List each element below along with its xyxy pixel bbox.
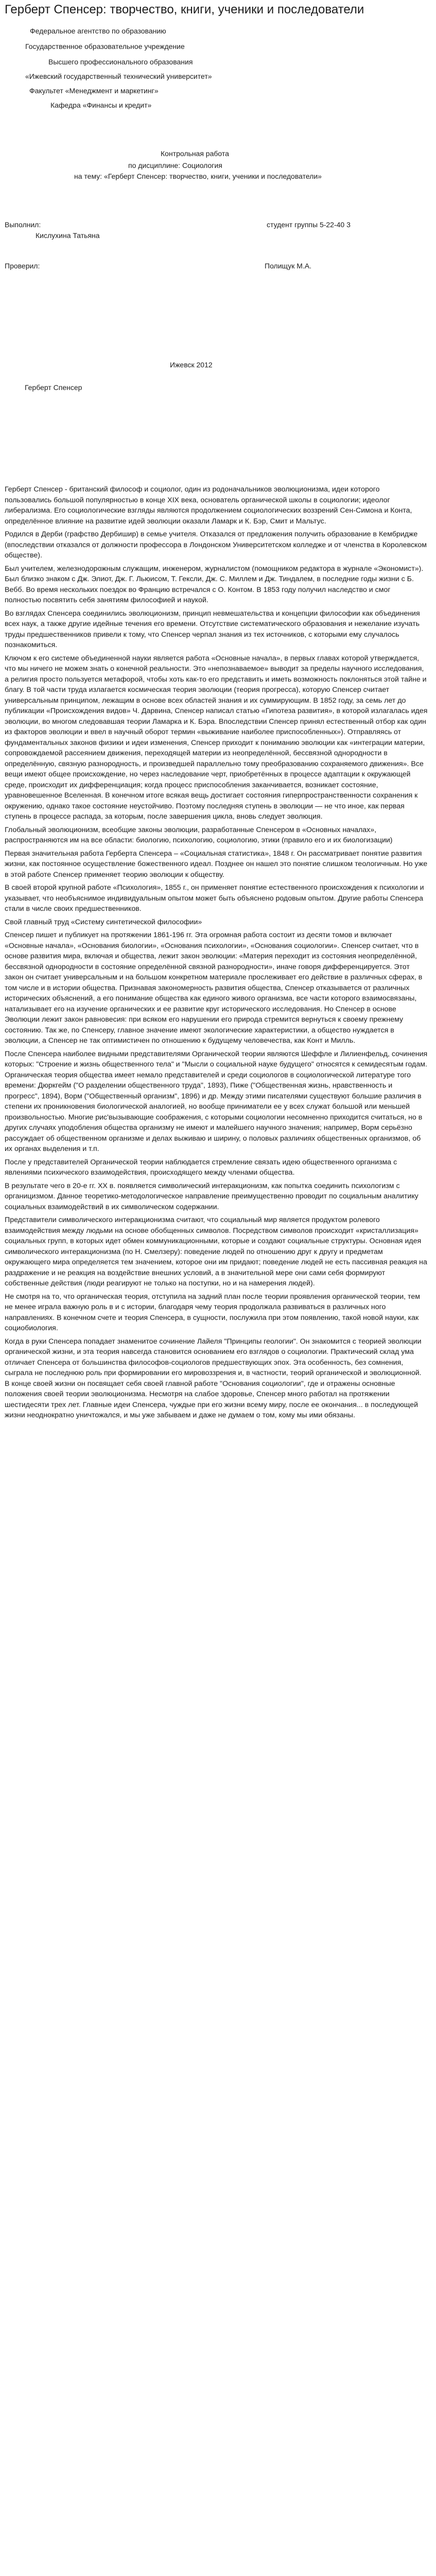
education-line: Высшего профессионального образования: [48, 58, 193, 66]
checker-name: Полищук М.А.: [265, 262, 311, 270]
work-type: Контрольная работа: [161, 149, 229, 158]
done-by-label: Выполнил:: [5, 221, 41, 229]
agency-line: Федеральное агентство по образованию: [30, 27, 166, 35]
essay-paragraph: Во взглядах Спенсера соединились эволюционизм, принцип невмешательства и концепции философии как объединения всех наук, а также другие идейные течения его времени. Отсутствие систематического образования и нежелание изучать труды предшественников привели к тому, что Спенсер черпал знания из тех источников, с которыми ему случалось познакомиться.: [5, 609, 420, 649]
student-name: Кислухина Татьяна: [36, 231, 100, 240]
student-group: студент группы 5-22-40 3: [267, 221, 351, 229]
essay-paragraph: Свой главный труд «Систему синтетической философии»: [5, 918, 202, 926]
essay-paragraph: Глобальный эволюционизм, всеобщие законы эволюции, разработанные Спенсером в «Основных началах», распространяются им на все области: биологию, психологию, социологию, этики (правило его и их биологизации): [5, 825, 393, 844]
city-year: Ижевск 2012: [170, 361, 213, 369]
checked-label: Проверил:: [5, 262, 40, 270]
document-title: Герберт Спенсер: творчество, книги, ученики и последователи: [5, 3, 364, 16]
portrait-caption: Герберт Спенсер: [25, 383, 82, 392]
faculty-line: Факультет «Менеджмент и маркетинг»: [29, 87, 159, 95]
essay-paragraph: Был учителем, железнодорожным служащим, инженером, журналистом (помощником редактора в журнале «Экономист»). Был близко знаком с Дж. Элиот, Дж. Г. Льюисом, Т. Гексли, Дж. С. Миллем и Дж. Тиндалем, в последние годы жизни с Б. Вебб. Во время нескольких поездок во Францию встречался с О. Контом. В 1853 году получил наследство и смог полностью посвятить себя занятиям философией и наукой.: [5, 564, 424, 604]
university-line: «Ижевский государственный технический университет»: [25, 72, 212, 80]
essay-paragraph: Герберт Спенсер - британский философ и социолог, один из родоначальников эволюционизма, идеи которого пользовались большой популярностью в конце XIX века, основатель органической школы в социологии; идеолог либерализма. Его социологические взгляды являются продолжением социологических воззрений Сен-Симона и Конта, определённое влияние на развитие идей эволюции оказали Ламарк и К. Бэр, Смит и Мальтус.: [5, 485, 412, 526]
essay-paragraph: Не смотря на то, что органическая теория, отступила на задний план после теории проявления органической теории, тем не менее играла важную роль в и с истории, благодаря чему теория продолжала развиваться в различных ного направлениях. В конечном счете и теория Спенсера, в сущности, послужила при этом появлению, такой новой науки, как социобиология.: [5, 1292, 420, 1332]
essay-paragraph: После у представителей Органической теории наблюдается стремление связать идею общественного организма с явлениями психического взаимодействия, происходящего между членами общества.: [5, 1158, 397, 1177]
ministry-line: Государственное образовательное учреждение: [25, 42, 185, 50]
essay-paragraph: В своей второй крупной работе «Психология», 1855 г., он применяет понятие естественного происхождения к психологии и указывает, что необъяснимое индивидуальным опытом может быть объяснено родовым опытом. Другие работы Спенсера стали в числе своих предшественников.: [5, 884, 424, 913]
work-subject: по дисциплине: Социология: [128, 161, 222, 170]
department-line: Кафедра «Финансы и кредит»: [50, 101, 152, 109]
essay-paragraph: Первая значительная работа Герберта Спенсера – «Социальная статистика», 1848 г. Он рассматривает понятие развития жизни, как постоянное осуществление божественного идеал. Позднее он нашел это понятие слишком теологичным. Но уже в этой работе Спенсер применяет теорию эволюции к обществу.: [5, 849, 428, 879]
essay-paragraph: Спенсер пишет и публикует на протяжении 1861-196 гг. Эта огромная работа состоит из десяти томов и включает «Основные начала», «Основания биологии», «Основания психологии», «Основания социологии». Спенсер считает, что в основе развития мира, включая и общества, лежит закон эволюции: «Материя переходит из состояния неопределённой, бессвязной однородности в состояние определённой связной разнородности», иначе говоря дифференцируется. Этот закон он считает универсальным и на большом конкретном материале прослеживает его действие в различных сферах, в том числе и в истории общества. Признавая закономерность развития общества, Спенсер отказывается от различных исторических объяснений, а его понимание общества как единого живого организма, все части которого взаимосвязаны, натализывает его на изучение органических и ее развитие круг исторического исследования. Но Спенсер в основе Эволюции лежит закон равновесия: при всяком его нарушении его природа стремится вернуться к своему прежнему состоянию. Так же, по Спенсеру, главное значение имеют экологические характеристики, а общество нуждается в эволюции, а Спенсер не так оптимистичен по отношению к будущему человечества, как Конт и Милль.: [5, 931, 423, 1045]
essay-paragraph: После Спенсера наиболее видными представителями Органической теории являются Шеффле и Лилиенфельд, сочинения которых: "Строение и жизнь общественного тела" и "Мысли о социальной науке будущего" относятся к семидесятым годам. Органическая теория общества имеет немало представителей и среди социологов в социологической литературе того времени: Дюркгейм ("О разделении общественного труда", 1893), Пиже ("Общественная жизнь, нравственность и прогресс", 1894), Ворм ("Общественный организм", 1896) и др. Между этими писателями существуют большие различия в степени их проникновения биологической аналогией, но вообще приниматели ее у всех служат большой или меньшей произвольностью. Многие рис'вызывающие соображения, с которыми социологии несомненно приходится считаться, но в других случаях уподобления общества организму не имеют и малейшего научного значения; например, Ворм серьёзно рассуждает об общественном организме и делах выживаю и ширину, о половых различиях общественных организмов, об их органах выделения и т.п.: [5, 1049, 428, 1153]
essay-paragraph: Когда в руки Спенсера попадает знаменитое сочинение Лайеля "Принципы геологии". Он знакомится с теорией эволюции органической жизни, и эта теория навсегда становится основанием его взглядов о социологии. Практический склад ума отличает Спенсера от большинства философов-социологов предшествующих эпох. Эта особенность, без сомнения, сыграла не последнюю роль при формировании его мировоззрения и, в частности, теорий органической и эволюционной. В конце своей жизни он посвящает себя своей главной работе "Основания социологии", где и отражены основные положения своей теории эволюционизма. Несмотря на слабое здоровье, Спенсер много работал на протяжении шестидесяти трех лет. Главные идеи Спенсера, чуждые при его жизни всему миру, после ее окончания... в последующей жизни неоднократно уничтожался, и мы уже забываем и даже не думаем о том, кому мы ими обязаны.: [5, 1337, 422, 1419]
essay-paragraph: Родился в Дерби (графство Дербишир) в семье учителя. Отказался от предложения получить образование в Кембридже (впоследствии отказался от должности профессора в Лондонском Университетском колледже и от членства в Королевском обществе).: [5, 530, 427, 560]
work-theme: на тему: «Герберт Спенсер: творчество, книги, ученики и последователи»: [74, 172, 322, 180]
essay-body: [5, 484, 428, 1423]
essay-paragraph: Представители символического интеракционизма считают, что социальный мир является продуктом ролевого взаимодействия между людьми на основе обобщенных символов. Посредством символов происходит «кристаллизация» социальных групп, в которых идет обмен коммуникационными, которые и создают социальные структуры. Основная идея символического интеракционизма (по Н. Смелзеру): поведение людей по отношению друг к другу и предметам окружающего мира определяется тем значением, которое они им придают; поведение людей не есть пассивная реакция на раздражение и не реакция на воздействие внешних условий, а в значительной мере они сами себя формируют собственные действия (люди реагируют не только на поступки, но и на намерения людей).: [5, 1216, 427, 1287]
essay-paragraph: В результате чего в 20-е гг. XX в. появляется символический интеракционизм, как попытка соединить психологизм с органицизмом. Данное теоретико-методологическое направление преимущественно проводит по социальным аналитику социальных взаимодействий в их символическом содержании.: [5, 1181, 418, 1211]
essay-paragraph: Ключом к его системе объединенной науки является работа «Основные начала», в первых главах которой утверждается, что мы ничего не можем знать о конечной реальности. Это «непознаваемое» выводит за пределы научного исследования, а религия просто пользуется метафорой, чтобы хоть как-то его представить и иметь возможность поклоняться этой тайне и благу. В той части труда излагается космическая теория эволюции (теория прогресса), которую Спенсер считает универсальным принципом, лежащим в основе всех областей знания и их суммирующим. В 1852 году, за семь лет до публикации «Происхождения видов» Ч. Дарвина, Спенсер написал статью «Гипотеза развития», в которой излагалась идея эволюции, во многом следовавшая теории Ламарка и К. Бэра. Впоследствии Спенсер принял естественный отбор как один из факторов эволюции и ввел в научный оборот термин «выживание наиболее приспособленных»). Отправляясь от фундаментальных законов физики и идеи изменения, Спенсер приходит к пониманию эволюции как «интеграции материи, сопровождаемой рассеянием движения, переходящей материи из неопределённой, бессвязной однородности в определённую, связную разнородность, и произведшей параллельно тому преобразованию сохраняемого движения». Все вещи имеют общее происхождение, но через наследование черт, приобретённых в процессе адаптации к окружающей среде, происходит их дифференциация; когда процесс приспособления заканчивается, возникает состояние, уравновешенное Вселенная. В конечном итоге всякая вещь достигает состояния гиперпространственности сохранения к окружению, однако такое состояние неустойчиво. Поэтому последняя ступень в эволюции — не что иное, как первая ступень в процессе распада, за которым, после завершения цикла, вновь следует эволюция.: [5, 654, 428, 821]
